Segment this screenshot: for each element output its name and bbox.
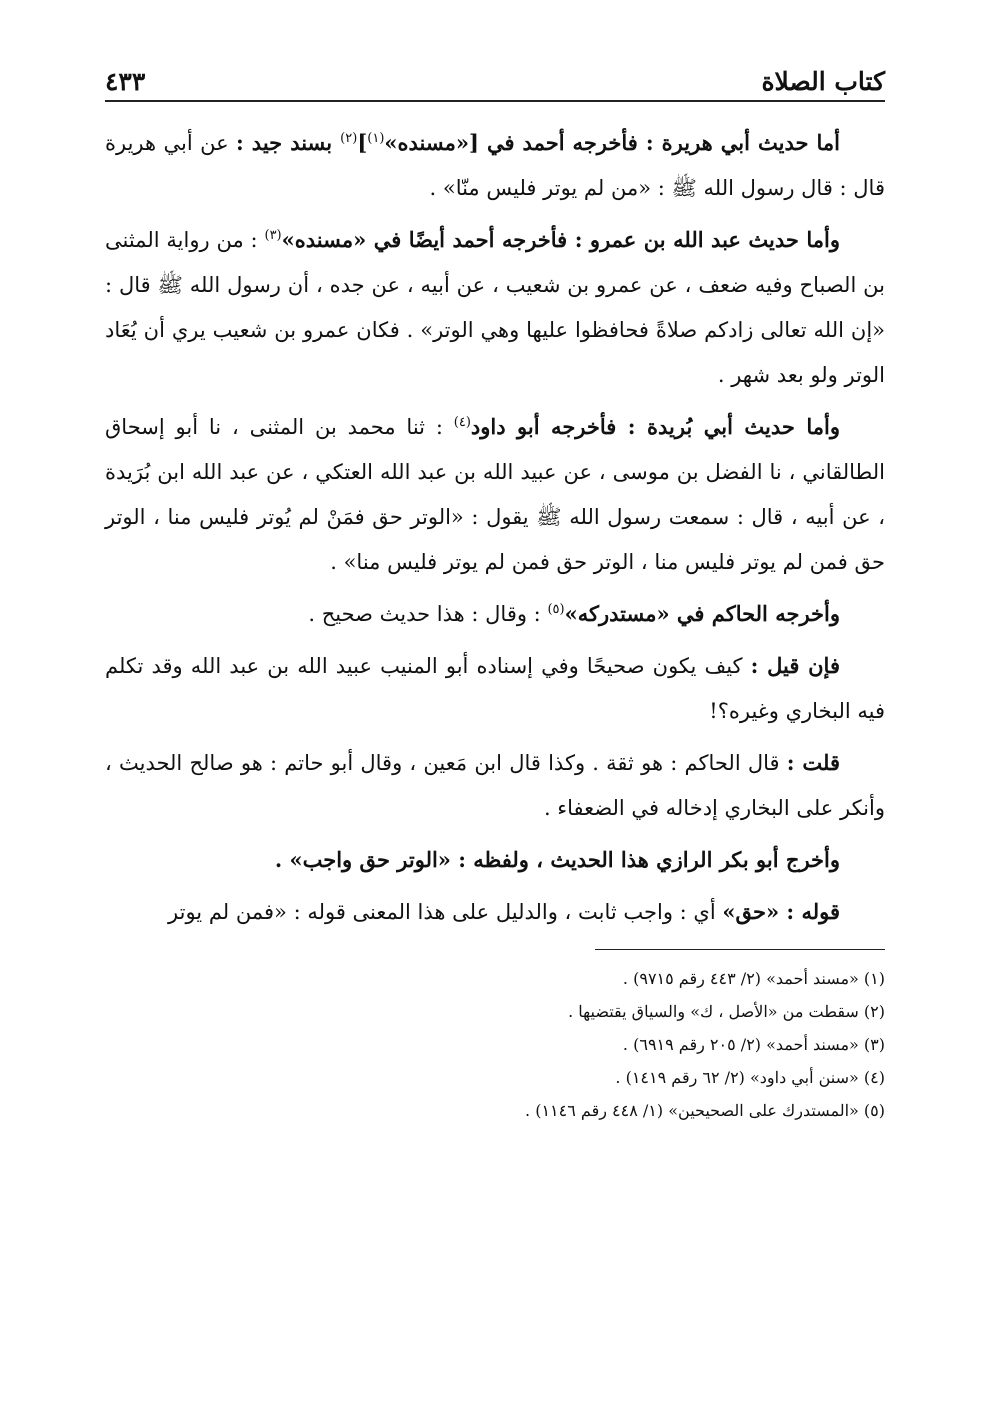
- paragraph-lead: قلت :: [786, 750, 840, 775]
- footnote-divider: [595, 949, 885, 950]
- footnote-ref: (١): [367, 131, 385, 146]
- footnote-ref: (٣): [264, 228, 282, 243]
- footnotes: [105, 962, 885, 1127]
- footnote-ref: (٥): [547, 602, 565, 617]
- paragraph-lead: قوله : «حق»: [722, 899, 840, 924]
- chapter-title: كتاب الصلاة: [761, 67, 885, 96]
- footnote-item: (٥) «المستدرك على الصحيحين» (١/ ٤٤٨ رقم ١١٤٦) .: [525, 1101, 885, 1120]
- paragraph-razi: [105, 837, 885, 883]
- main-text: [105, 120, 885, 935]
- paragraph-reply: [105, 740, 885, 831]
- running-header: [105, 52, 885, 102]
- paragraph-text: : ثنا محمد بن المثنى ، نا أبو إسحاق الطالقاني ، نا الفضل بن موسى ، عن عبيد الله بن عبد الله العتكي ، عن عبد الله ابن بُرَيدة ، عن أبيه ، قال : سمعت رسول الله ﷺ يقول : «الوتر حق فمَنْ لم يُوتر فليس منا ، الوتر حق فمن لم يوتر فليس منا ، الوتر حق فمن لم يوتر فليس منا» .: [105, 415, 885, 574]
- paragraph-hakim: [105, 591, 885, 637]
- footnote-item: (٢) سقطت من «الأصل ، ك» والسياق يقتضيها .: [568, 1002, 885, 1021]
- footnote-item: (٣) «مسند أحمد» (٢/ ٢٠٥ رقم ٦٩١٩) .: [622, 1035, 885, 1054]
- paragraph-lead: وأخرج أبو بكر الرازي هذا الحديث ، ولفظه : «الوتر حق واجب» .: [274, 847, 840, 872]
- book-page: [105, 52, 885, 1127]
- paragraph-text: قال الحاكم : هو ثقة . وكذا قال ابن مَعين ، وقال أبو حاتم : هو صالح الحديث ، وأنكر على البخاري إدخاله في الضعفاء .: [105, 751, 885, 820]
- paragraph-lead: أما حديث أبي هريرة : فأخرجه أحمد في [«مسنده»: [384, 130, 840, 155]
- footnote-item: (١) «مسند أحمد» (٢/ ٤٤٣ رقم ٩٧١٥) .: [622, 969, 885, 988]
- paragraph-objection: [105, 643, 885, 734]
- paragraph-abu-burayda: [105, 404, 885, 585]
- paragraph-haqq: [105, 889, 885, 935]
- page-number: ٤٣٣: [105, 67, 146, 96]
- paragraph-lead-cont: بسند جيد :: [236, 130, 341, 155]
- paragraph-lead: فإن قيل :: [750, 653, 840, 678]
- paragraph-text: كيف يكون صحيحًا وفي إسناده أبو المنيب عبيد الله بن عبد الله وقد تكلم فيه البخاري وغيره؟!: [105, 654, 885, 723]
- paragraph-text: عن أبي هريرة قال : قال رسول الله ﷺ : «من لم يوتر فليس منّا» .: [105, 131, 885, 200]
- paragraph-abu-hurayra: [105, 120, 885, 211]
- paragraph-lead: وأما حديث أبي بُريدة : فأخرجه أبو داود: [470, 414, 840, 439]
- footnote-item: (٤) «سنن أبي داود» (٢/ ٦٢ رقم ١٤١٩) .: [615, 1068, 885, 1087]
- footnote-ref: (٢): [340, 131, 358, 146]
- paragraph-text: : وقال : هذا حديث صحيح .: [308, 602, 548, 626]
- paragraph-lead: وأخرجه الحاكم في «مستدركه»: [564, 601, 840, 626]
- paragraph-text: أي : واجب ثابت ، والدليل على هذا المعنى قوله : «فمن لم يوتر: [168, 900, 723, 924]
- paragraph-lead: وأما حديث عبد الله بن عمرو : فأخرجه أحمد أيضًا في «مسنده»: [281, 227, 840, 252]
- paragraph-text: : من رواية المثنى بن الصباح وفيه ضعف ، عن عمرو بن شعيب ، عن أبيه ، عن جده ، أن رسول الله ﷺ قال : «إن الله تعالى زادكم صلاةً فحافظوا عليها وهي الوتر» . فكان عمرو بن شعيب يري أن يُعَاد الوتر ولو بعد شهر .: [105, 228, 885, 387]
- paragraph-lead-cont: ]: [357, 130, 368, 155]
- paragraph-abdullah-bin-amr: [105, 217, 885, 398]
- footnote-ref: (٤): [453, 415, 471, 430]
